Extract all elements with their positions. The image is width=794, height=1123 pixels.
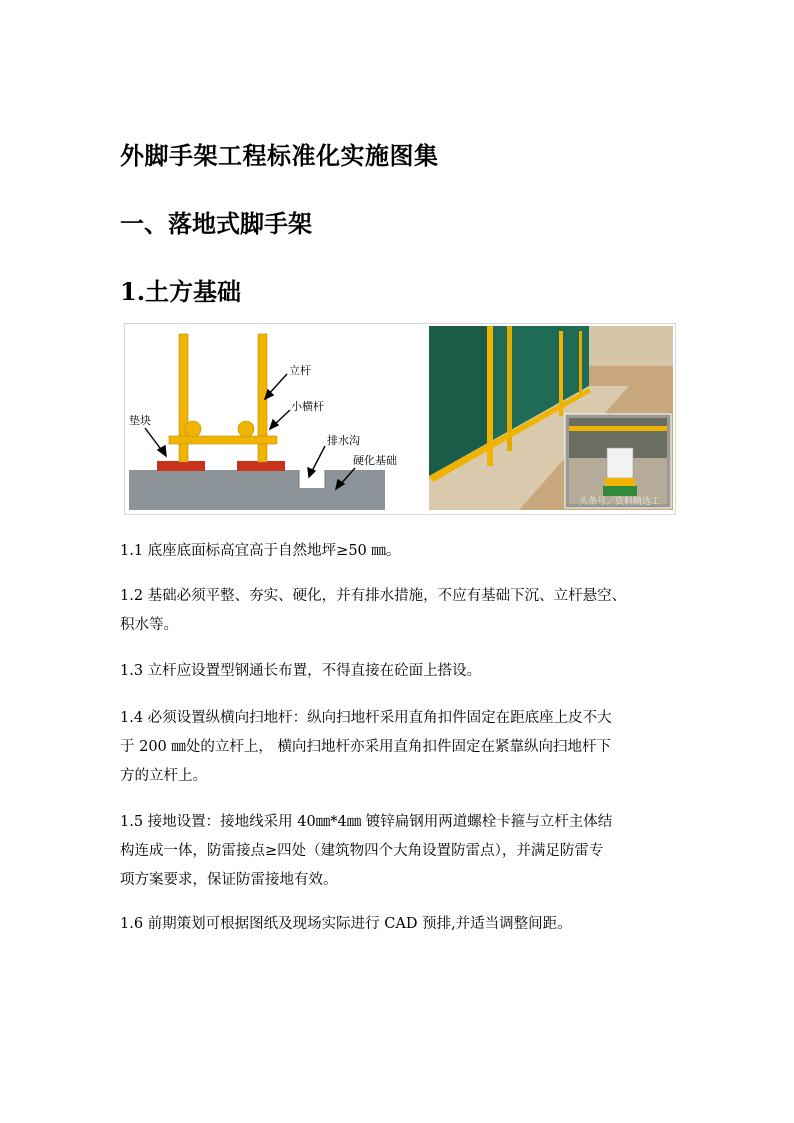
paragraph-line: 方的立杆上。 — [120, 768, 207, 784]
subsection-heading: 1.土方基础 — [120, 277, 242, 306]
paragraph-line: 1.1 底座底面标高宜高于自然地坪≥50 ㎜。 — [120, 543, 401, 559]
paragraph-line: 1.6 前期策划可根据图纸及现场实际进行 CAD 预排,并适当调整间距。 — [120, 916, 572, 932]
paragraph-line: 项方案要求，保证防雷接地有效。 — [120, 872, 338, 888]
photo-watermark: 头条号／资料精选工 — [579, 497, 661, 507]
label-pole: 立杆 — [289, 364, 311, 377]
pad-block-right — [237, 461, 285, 471]
hardened-ground-right — [325, 470, 385, 510]
paragraph-line: 积水等。 — [120, 617, 178, 633]
paragraph-1-2 — [120, 582, 680, 640]
paragraph-line: 1.5 接地设置：接地线采用 40㎜*4㎜ 镀锌扁钢用两道螺栓卡箍与立杆主体结 — [120, 814, 613, 830]
document-title: 外脚手架工程标准化实施图集 — [120, 141, 439, 170]
inset-photo — [565, 414, 671, 508]
crossbar — [169, 436, 277, 444]
sweep-pole-right — [238, 421, 254, 437]
section-heading: 一、落地式脚手架 — [120, 209, 312, 238]
paragraph-1-5 — [120, 808, 680, 895]
paragraph-1-3 — [120, 657, 680, 686]
paragraph-line: 于 200 ㎜处的立杆上， 横向扫地杆亦采用直角扣件固定在紧靠纵向扫地杆下 — [120, 739, 612, 755]
site-photo — [429, 326, 673, 510]
photo-pole-4 — [579, 331, 582, 396]
paragraph-line: 构连成一体，防雷接点≥四处（建筑物四个大角设置防雷点），并满足防雷专 — [120, 843, 604, 859]
paragraph-1-4 — [120, 704, 680, 791]
label-hardened-base: 硬化基础 — [353, 454, 397, 467]
paragraph-1-1 — [120, 537, 680, 566]
label-drain-ditch: 排水沟 — [327, 434, 360, 447]
pad-block-left — [157, 461, 205, 471]
paragraph-1-6 — [120, 910, 680, 939]
paragraph-line: 1.2 基础必须平整、夯实、硬化，并有排水措施，不应有基础下沉、立杆悬空、 — [120, 588, 627, 604]
sweep-pole-left — [185, 421, 201, 437]
drain-ditch — [299, 488, 325, 510]
paragraph-line: 1.3 立杆应设置型钢通长布置，不得直接在砼面上搭设。 — [120, 663, 482, 679]
foundation-figure — [124, 323, 676, 515]
paragraph-line: 1.4 必须设置纵横向扫地杆：纵向扫地杆采用直角扣件固定在距底座上皮不大 — [120, 710, 612, 726]
label-pad-block: 垫块 — [129, 414, 151, 427]
label-small-crossbar: 小横杆 — [291, 400, 324, 413]
hardened-ground-left — [129, 470, 299, 510]
foundation-diagram — [127, 326, 401, 510]
